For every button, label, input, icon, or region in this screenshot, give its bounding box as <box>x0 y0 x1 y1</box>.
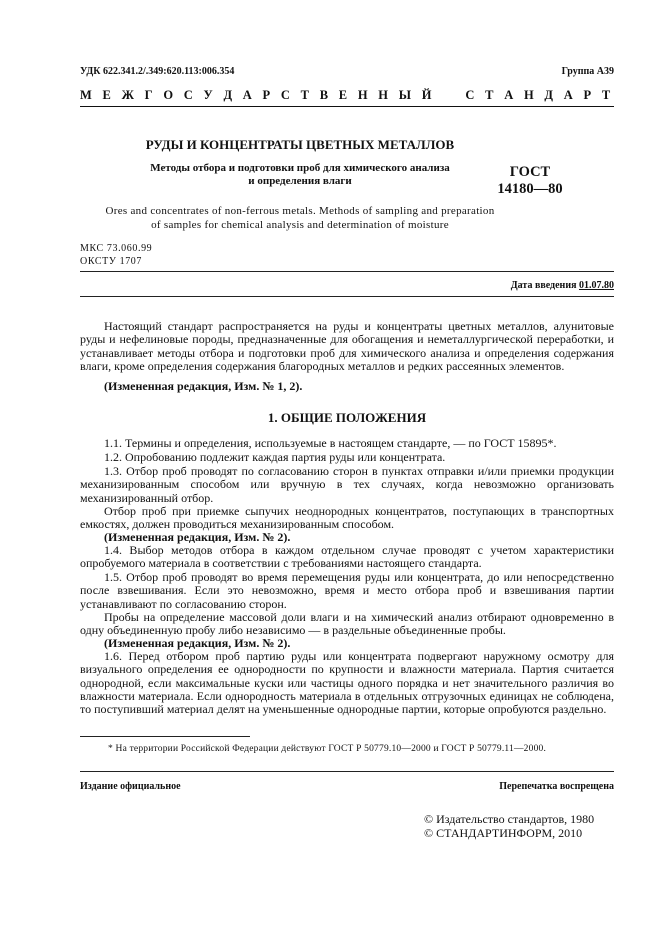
introduction-date <box>511 280 614 291</box>
clause-1-4: 1.4. Выбор методов отбора в каждом отдельном случае проводят с учетом характеристики опробуемого материала в соответствии с требованиями настоящего стандарта. <box>80 543 614 571</box>
clause-1-3-continued: Отбор проб при приемке сыпучих неоднородных концентратов, поступающих в транспортных емкостях, должен проводиться механизированным способом. <box>80 504 614 532</box>
introduction-date-value: 01.07.80 <box>579 280 614 291</box>
clause-1-3: 1.3. Отбор проб проводят по согласованию сторон в пунктах отправки и/или приемки продукции механизированным способом или вручную в тех случаях, когда невозможно организовать механизированный отбор. <box>80 464 614 505</box>
date-rule <box>80 296 614 297</box>
subtitle-line-1: Методы отбора и подготовки проб для химического анализа <box>150 162 450 174</box>
english-title <box>80 204 520 232</box>
document-subtitle <box>80 162 520 188</box>
introduction-date-label: Дата введения <box>510 280 579 291</box>
document-title: РУДЫ И КОНЦЕНТРАТЫ ЦВЕТНЫХ МЕТАЛЛОВ <box>145 137 455 152</box>
classification-codes <box>80 242 152 268</box>
clause-1-5: 1.5. Отбор проб проводят во время перемещения руды или концентрата, до или непосредственно после взвешивания. Если это невозможно, время и место отбора проб и взвешивания партии устанавливают по согласованию сторон. <box>80 570 614 611</box>
official-edition: Издание официальное <box>80 781 181 792</box>
header-rule <box>80 106 614 107</box>
reprint-prohibited: Перепечатка воспрещена <box>499 781 614 792</box>
clause-1-5-continued: Пробы на определение массовой доли влаги и на химический анализ отбирают одновременно в одну объединенную пробу либо независимо — в раздельные объединенные пробы. <box>80 610 614 638</box>
mks-code: МКС 73.060.99 <box>80 243 153 254</box>
footnote-separator <box>80 736 250 737</box>
clause-1-6: 1.6. Перед отбором проб партию руды или концентрата подвергают наружному осмотру для визуального определения ее однородности по крупности и влажности материала. Партия считается однородной, если максимальные куски или частицы одного порядка и нет значительного различия во влажности материала. Если однородность материала в отдельных отгрузочных единицах не соблюдена, то поступивший материал делят на уменьшенные однородные партии, которые опробуются раздельно. <box>80 649 614 717</box>
group-code: Группа А39 <box>561 66 614 77</box>
footer-rule <box>80 771 614 772</box>
gost-number: 14180—80 <box>497 181 563 197</box>
clause-1-2: 1.2. Опробованию подлежит каждая партия руды или концентрата. <box>104 450 446 464</box>
intro-paragraph: Настоящий стандарт распространяется на руды и концентраты цветных металлов, алунитовые руды и нефелиновые породы, предназначенные для обогащения и неметаллургической переработки, и устанавливает методы отбора и подготовки проб для химического анализа и определения содержания влаги, кроме определения содержания благородных металлов и редких рассеянных элементов. <box>80 319 614 373</box>
english-title-line-1: Ores and concentrates of non-ferrous metals. Methods of sampling and preparation <box>105 205 495 217</box>
udk-code: УДК 622.341.2/.349:620.113:006.354 <box>80 66 235 77</box>
intro-amendment-note: (Измененная редакция, Изм. № 1, 2). <box>104 379 303 393</box>
gost-designation <box>490 164 570 198</box>
classification-rule <box>80 271 614 272</box>
clause-1-3-amendment-note: (Измененная редакция, Изм. № 2). <box>104 530 291 544</box>
section-1-title: 1. ОБЩИЕ ПОЛОЖЕНИЯ <box>267 410 427 425</box>
copyright-block <box>424 812 614 840</box>
footnote: * На территории Российской Федерации действуют ГОСТ Р 50779.10—2000 и ГОСТ Р 50779.11—2000. <box>108 744 547 754</box>
subtitle-line-2: и определения влаги <box>248 175 352 187</box>
clause-1-5-amendment-note: (Измененная редакция, Изм. № 2). <box>104 636 291 650</box>
okstu-code: ОКСТУ 1707 <box>80 256 143 267</box>
banner-interstate: М Е Ж Г О С У Д А Р С Т В Е Н Н Ы Й <box>80 88 436 102</box>
gost-label: ГОСТ <box>509 164 551 180</box>
copyright-2010: © СТАНДАРТИНФОРМ, 2010 <box>424 826 583 840</box>
banner-standard: С Т А Н Д А Р Т <box>465 88 614 102</box>
english-title-line-2: of samples for chemical analysis and determination of moisture <box>151 219 449 231</box>
copyright-1980: © Издательство стандартов, 1980 <box>424 812 595 826</box>
clause-1-1: 1.1. Термины и определения, используемые в настоящем стандарте, — по ГОСТ 15895*. <box>104 436 557 450</box>
